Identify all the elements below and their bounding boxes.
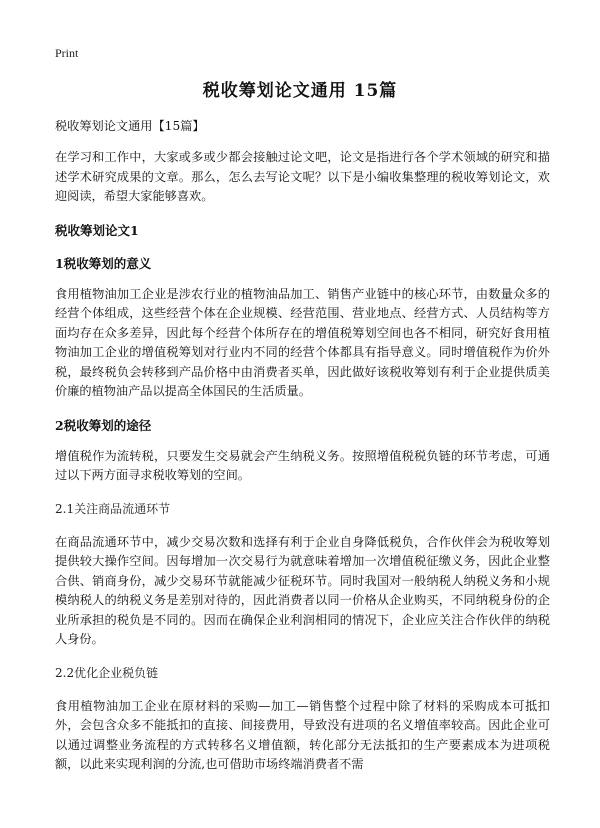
section2-2-heading: 2.2优化企业税负链 <box>55 665 159 680</box>
document-body <box>55 117 550 775</box>
section2-paragraph: 增值税作为流转税，只要发生交易就会产生纳税义务。按照增值税税负链的环节考虑，可通过以下两方面寻求税收筹划的空间。 <box>55 448 550 482</box>
section2-1-heading: 2.1关注商品流通环节 <box>55 501 171 516</box>
document-title: 税收筹划论文通用 15篇 <box>202 81 398 101</box>
section2-2-paragraph: 食用植物油加工企业在原材料的采购—加工—销售整个过程中除了材料的采购成本可抵扣外，会包含众多不能抵扣的直接、间接费用，导致没有进项的名义增值率较高。因此企业可以通过调整业务流程的方式转移名义增值额，转化部分无法抵扣的生产要素成本为进项税额，以此来实现利润的分流,也可借助市场终端消费者不需 <box>55 698 550 771</box>
section1-paragraph: 食用植物油加工企业是涉农行业的植物油品加工、销售产业链中的核心环节，由数量众多的经营个体组成，这些经营个体在企业规模、经营范围、营业地点、经营方式、人员结构等方面均存在众多差异，因此每个经营个体所存在的增值税筹划空间也各不相同，研究好食用植物油加工企业的增值税筹划对行业内不同的经营个体都具有指导意义。同时增值税作为价外税，最终税负会转移到产品价格中由消费者买单，因此做好该税收筹划有利于企业提供质美价廉的植物油产品以提高全体国民的生活质量。 <box>55 286 550 398</box>
essay-heading: 税收筹划论文1 <box>55 222 139 238</box>
section2-heading: 2税收筹划的途径 <box>55 417 152 433</box>
document-subtitle: 税收筹划论文通用【15篇】 <box>55 119 205 133</box>
print-label: Print <box>55 46 79 60</box>
intro-paragraph: 在学习和工作中，大家或多或少都会接触过论文吧，论文是指进行各个学术领域的研究和描述学术研究成果的文章。那么，怎么去写论文呢？以下是小编收集整理的税收筹划论文，欢迎阅读，希望大家能够喜欢。 <box>55 150 550 203</box>
section2-1-paragraph: 在商品流通环节中，减少交易次数和选择有利于企业自身降低税负，合作伙伴会为税收筹划提供较大操作空间。因每增加一次交易行为就意味着增加一次增值税征缴义务，因此企业整合供、销商身份，减少交易环节就能减少征税环节。同时我国对一般纳税人纳税义务和小规模纳税人的纳税义务是差别对待的，因此消费者以同一价格从企业购买，不同纳税身份的企业所承担的税负是不同的。因而在确保企业利润相同的情况下，企业应关注合作伙伴的纳税人身份。 <box>55 534 550 646</box>
section1-heading: 1税收筹划的意义 <box>55 255 152 271</box>
